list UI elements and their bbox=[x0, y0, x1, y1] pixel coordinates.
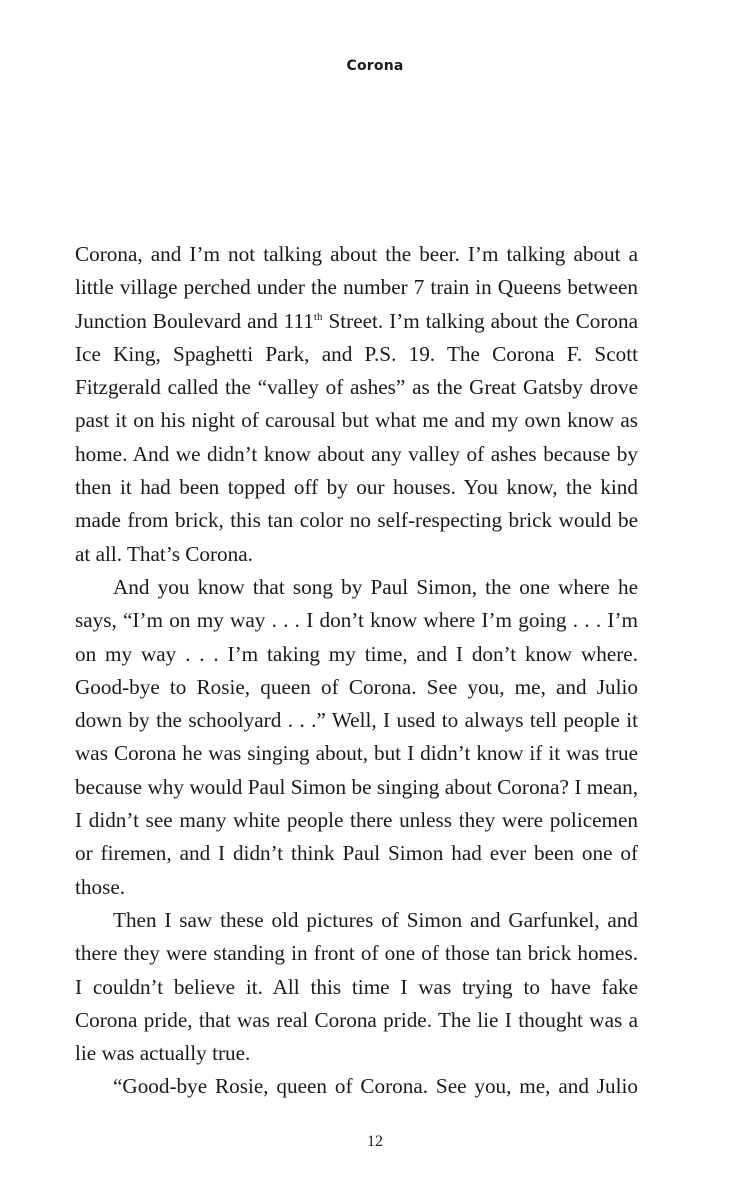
paragraph-1-text-a: Corona, and I’m not talking about the beer. I’m talking about a little village perched under the number 7 train in Queens between Junction Boulevard and 111 bbox=[75, 242, 638, 333]
paragraph-1-text-b: Street. I’m talking about the Corona Ice King, Spaghetti Park, and P.S. 19. The Corona F. Scott Fitzgerald called the “valley of ashes” as the Great Gatsby drove past it on his night of carousal but what me and my own know as home. And we didn’t know about any valley of ashes because by then it had been topped off by our houses. You know, the kind made from brick, this tan color no self-respecting brick would be at all. That’s Corona. bbox=[75, 308, 638, 566]
paragraph-2: And you know that song by Paul Simon, the one where he says, “I’m on my way . . . I don’t know where I’m going . . . I’m on my way . . . I’m taking my time, and I don’t know where. Good-bye to Rosie, queen of Corona. See you, me, and Julio down by the schoolyard . . .” Well, I used to always tell people it was Corona he was singing about, but I didn’t know if it was true because why would Paul Simon be singing about Corona? I mean, I didn’t see many white people there unless they were policemen or firemen, and I didn’t think Paul Simon had ever been one of those. bbox=[75, 574, 638, 899]
paragraph-4: “Good-bye Rosie, queen of Corona. See you, me, and Julio bbox=[113, 1074, 638, 1099]
ordinal-suffix: th bbox=[313, 310, 323, 323]
body-text bbox=[75, 238, 638, 1104]
paragraph-3: Then I saw these old pictures of Simon and Garfunkel, and there they were standing in front of one of those tan brick homes. I couldn’t believe it. All this time I was trying to have fake Corona pride, that was real Corona pride. The lie I thought was a lie was actually true. bbox=[75, 907, 638, 1066]
paragraph-1 bbox=[75, 238, 638, 571]
page-number: 12 bbox=[367, 1133, 383, 1150]
running-head: Corona bbox=[346, 58, 404, 74]
